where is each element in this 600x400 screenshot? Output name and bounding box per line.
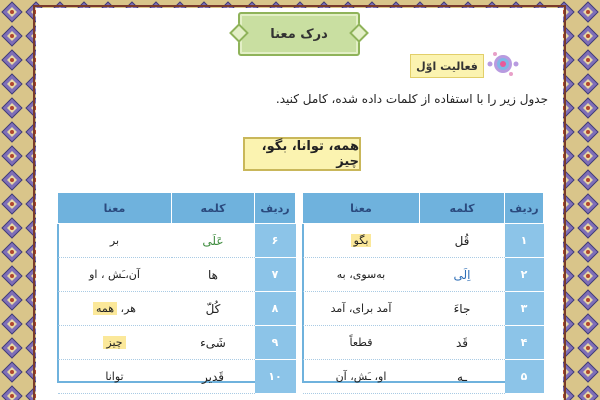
row-number: ۲ — [505, 258, 544, 292]
meaning-cell — [58, 326, 172, 360]
table-row — [58, 326, 296, 360]
word-bank-box — [243, 137, 361, 171]
arabic-word: کُلّ — [172, 292, 255, 326]
table-row — [58, 224, 296, 258]
table-row — [58, 258, 296, 292]
meaning-highlighted: چیز — [103, 336, 125, 349]
col-meaning-header: معنا — [58, 193, 172, 224]
table-row — [303, 326, 544, 360]
activity-label: فعالیت اوّل — [416, 59, 478, 73]
row-number: ۹ — [255, 326, 296, 360]
meaning-highlighted: همه — [93, 302, 117, 315]
row-number: ۱ — [505, 224, 544, 258]
arabic-word: اِلَی — [420, 258, 505, 292]
arabic-word: شَیء — [172, 326, 255, 360]
instruction-text: جدول زیر را با استفاده از کلمات داده شده، کامل کنید. — [275, 92, 548, 106]
arabic-word: عَلَی — [172, 224, 255, 258]
col-row-header: ردیف — [505, 193, 544, 224]
left-vocab-table — [57, 192, 296, 394]
row-number: ۱۰ — [255, 360, 296, 394]
table-row — [58, 360, 296, 394]
arabic-word: قَدیر — [172, 360, 255, 394]
meaning-cell: بر — [58, 224, 172, 258]
table-row — [303, 360, 544, 394]
meaning-cell: آن،ـَش ، او — [58, 258, 172, 292]
meaning-highlighted: بگو — [351, 234, 372, 247]
arabic-word: جاءَ — [420, 292, 505, 326]
row-number: ۷ — [255, 258, 296, 292]
meaning-part: هر، — [117, 302, 136, 315]
table-row — [303, 224, 544, 258]
flower-icon — [486, 50, 520, 78]
section-title-banner — [238, 12, 360, 56]
meaning-cell — [303, 224, 420, 258]
row-number: ۴ — [505, 326, 544, 360]
meaning-cell: آمد برای، آمد — [303, 292, 420, 326]
meaning-cell: او، ـَش، آن — [303, 360, 420, 394]
word-bank: همه، توانا، بگو، چیز — [261, 139, 359, 169]
row-number: ۶ — [255, 224, 296, 258]
activity-label-box — [410, 54, 484, 78]
row-number: ۵ — [505, 360, 544, 394]
meaning-cell: به‌سوی، به — [303, 258, 420, 292]
col-word-header: کلمه — [172, 193, 255, 224]
meaning-cell: توانا — [58, 360, 172, 394]
table-row — [303, 258, 544, 292]
col-row-header: ردیف — [255, 193, 296, 224]
table-row — [58, 292, 296, 326]
meaning-cell: قطعاً — [303, 326, 420, 360]
row-number: ۳ — [505, 292, 544, 326]
arabic-word: قَد — [420, 326, 505, 360]
section-title: درک معنا — [270, 26, 328, 42]
table-row — [303, 292, 544, 326]
arabic-word: قُل — [420, 224, 505, 258]
col-word-header: کلمه — [420, 193, 505, 224]
row-number: ۸ — [255, 292, 296, 326]
right-vocab-table — [302, 192, 544, 394]
arabic-word: ها — [172, 258, 255, 292]
meaning-cell — [58, 292, 172, 326]
arabic-word: ـه — [420, 360, 505, 394]
col-meaning-header: معنا — [303, 193, 420, 224]
